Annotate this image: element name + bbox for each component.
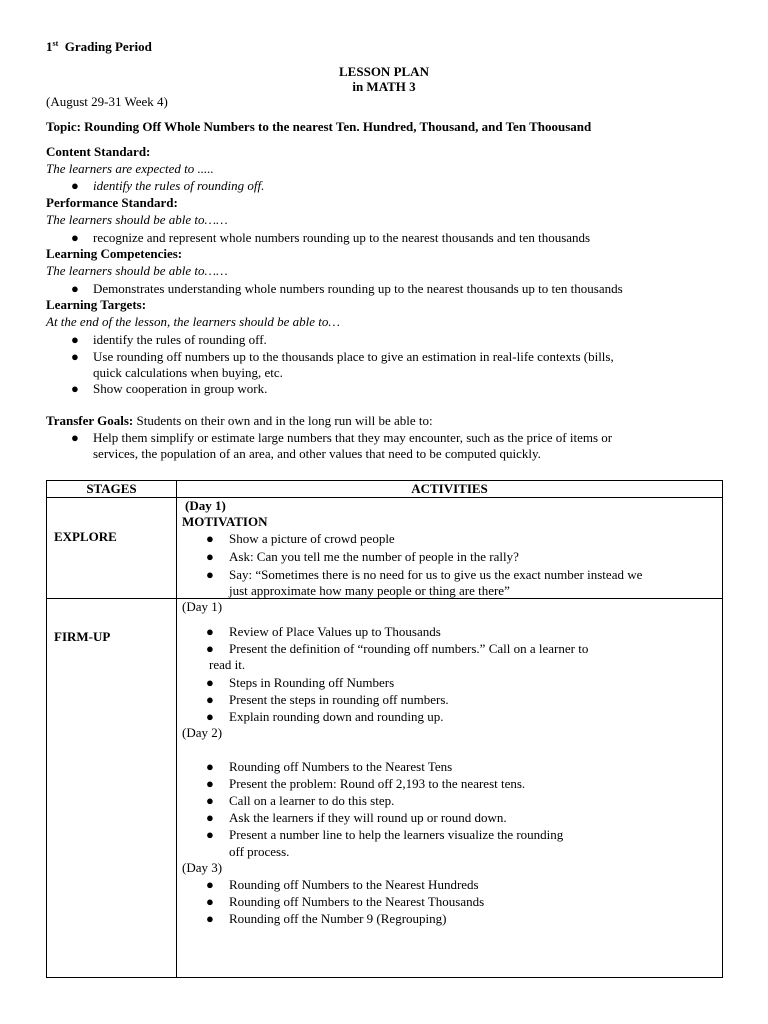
bullet-icon: ●	[71, 230, 79, 245]
day-label: (Day 3)	[182, 860, 223, 875]
activities-cell-explore	[177, 498, 723, 599]
list-item: ● Present a number line to help the learners visualize the rounding	[206, 827, 564, 842]
list-item: ● identify the rules of rounding off.	[71, 178, 265, 193]
stage-cell-firmup	[47, 599, 177, 978]
performance-standard-heading: Performance Standard:	[46, 195, 178, 210]
bullet-icon: ●	[206, 911, 214, 926]
list-item: ● Present the problem: Round off 2,193 to the nearest tens.	[206, 776, 526, 791]
bullet-icon: ●	[71, 281, 79, 296]
bullet-icon: ●	[206, 877, 214, 892]
list-item: ● Show cooperation in group work.	[71, 381, 268, 396]
list-item: ● Show a picture of crowd people	[206, 531, 395, 546]
list-item-continuation: off process.	[229, 844, 290, 859]
bullet-icon: ●	[206, 793, 214, 808]
activities-cell-firmup	[177, 599, 723, 978]
bullet-icon: ●	[71, 349, 79, 364]
list-item: ● Present the steps in rounding off numbers.	[206, 692, 449, 707]
stage-cell-explore	[47, 498, 177, 599]
list-item-continuation: read it.	[209, 657, 246, 672]
bullet-icon: ●	[206, 692, 214, 707]
list-item-continuation: just approximate how many people or thing are there”	[229, 583, 510, 598]
stage-explore: EXPLORE	[54, 529, 117, 544]
bullet-icon: ●	[206, 675, 214, 690]
list-item: ● Present the definition of “rounding off numbers.” Call on a learner to	[206, 641, 589, 656]
learning-targets-heading: Learning Targets:	[46, 297, 147, 312]
list-item: ● Review of Place Values up to Thousands	[206, 624, 441, 639]
stage-firm-up: FIRM-UP	[54, 629, 111, 644]
table-row	[47, 498, 723, 599]
day-label: (Day 1)	[185, 498, 226, 513]
bullet-icon: ●	[71, 178, 79, 193]
list-item: ● Help them simplify or estimate large numbers that they may encounter, such as the price of items or	[71, 430, 613, 445]
table-header-row	[47, 481, 723, 498]
list-item: ● Ask: Can you tell me the number of people in the rally?	[206, 549, 519, 564]
list-item: ● Explain rounding down and rounding up.	[206, 709, 444, 724]
list-item: ● Demonstrates understanding whole numbers rounding up to the nearest thousands up to ten thousands	[71, 281, 623, 296]
list-item: ● identify the rules of rounding off.	[71, 332, 267, 347]
stages-activities-table	[46, 480, 723, 978]
list-item: ● Use rounding off numbers up to the thousands place to give an estimation in real-life contexts (bills,	[71, 349, 614, 364]
learning-competencies-intro: The learners should be able to……	[46, 263, 228, 278]
date-range: (August 29-31 Week 4)	[46, 94, 168, 109]
list-item: ● Rounding off Numbers to the Nearest Tens	[206, 759, 453, 774]
title-subject: in MATH 3	[352, 79, 416, 94]
bullet-icon: ●	[206, 624, 214, 639]
bullet-icon: ●	[206, 810, 214, 825]
bullet-icon: ●	[71, 381, 79, 396]
bullet-icon: ●	[206, 641, 214, 656]
day-label: (Day 2)	[182, 725, 223, 740]
list-item: ● Rounding off the Number 9 (Regrouping)	[206, 911, 447, 926]
bullet-icon: ●	[206, 531, 214, 546]
list-item: ● Steps in Rounding off Numbers	[206, 675, 395, 690]
list-item: ● Call on a learner to do this step.	[206, 793, 395, 808]
title-lesson-plan: LESSON PLAN	[339, 64, 429, 79]
header-activities: ACTIVITIES	[177, 481, 723, 498]
list-item-continuation: services, the population of an area, and other values that need to be computed quickly.	[93, 446, 541, 461]
bullet-icon: ●	[206, 567, 214, 582]
transfer-goals: Transfer Goals: Students on their own and in the long run will be able to:	[46, 413, 433, 428]
bullet-icon: ●	[206, 894, 214, 909]
day-label: (Day 1)	[182, 599, 223, 614]
bullet-icon: ●	[206, 827, 214, 842]
performance-standard-intro: The learners should be able to……	[46, 212, 228, 227]
list-item: ● Rounding off Numbers to the Nearest Thousands	[206, 894, 485, 909]
topic: Topic: Rounding Off Whole Numbers to the nearest Ten. Hundred, Thousand, and Ten Thoousand	[46, 119, 592, 134]
list-item: ● Ask the learners if they will round up or round down.	[206, 810, 507, 825]
bullet-icon: ●	[206, 759, 214, 774]
grading-period: 1st Grading Period	[46, 39, 152, 54]
bullet-icon: ●	[206, 549, 214, 564]
learning-targets-intro: At the end of the lesson, the learners should be able to…	[46, 314, 340, 329]
header-stages: STAGES	[47, 481, 177, 498]
motivation-label: MOTIVATION	[182, 514, 268, 529]
bullet-icon: ●	[71, 430, 79, 445]
content-standard-intro: The learners are expected to .....	[46, 161, 214, 176]
learning-competencies-heading: Learning Competencies:	[46, 246, 183, 261]
list-item: ● recognize and represent whole numbers rounding up to the nearest thousands and ten thousands	[71, 230, 591, 245]
list-item-continuation: quick calculations when buying, etc.	[93, 365, 283, 380]
bullet-icon: ●	[206, 776, 214, 791]
list-item: ● Say: “Sometimes there is no need for us to give us the exact number instead we	[206, 567, 643, 582]
bullet-icon: ●	[206, 709, 214, 724]
list-item: ● Rounding off Numbers to the Nearest Hundreds	[206, 877, 479, 892]
content-standard-heading: Content Standard:	[46, 144, 151, 159]
table-row	[47, 599, 723, 978]
bullet-icon: ●	[71, 332, 79, 347]
